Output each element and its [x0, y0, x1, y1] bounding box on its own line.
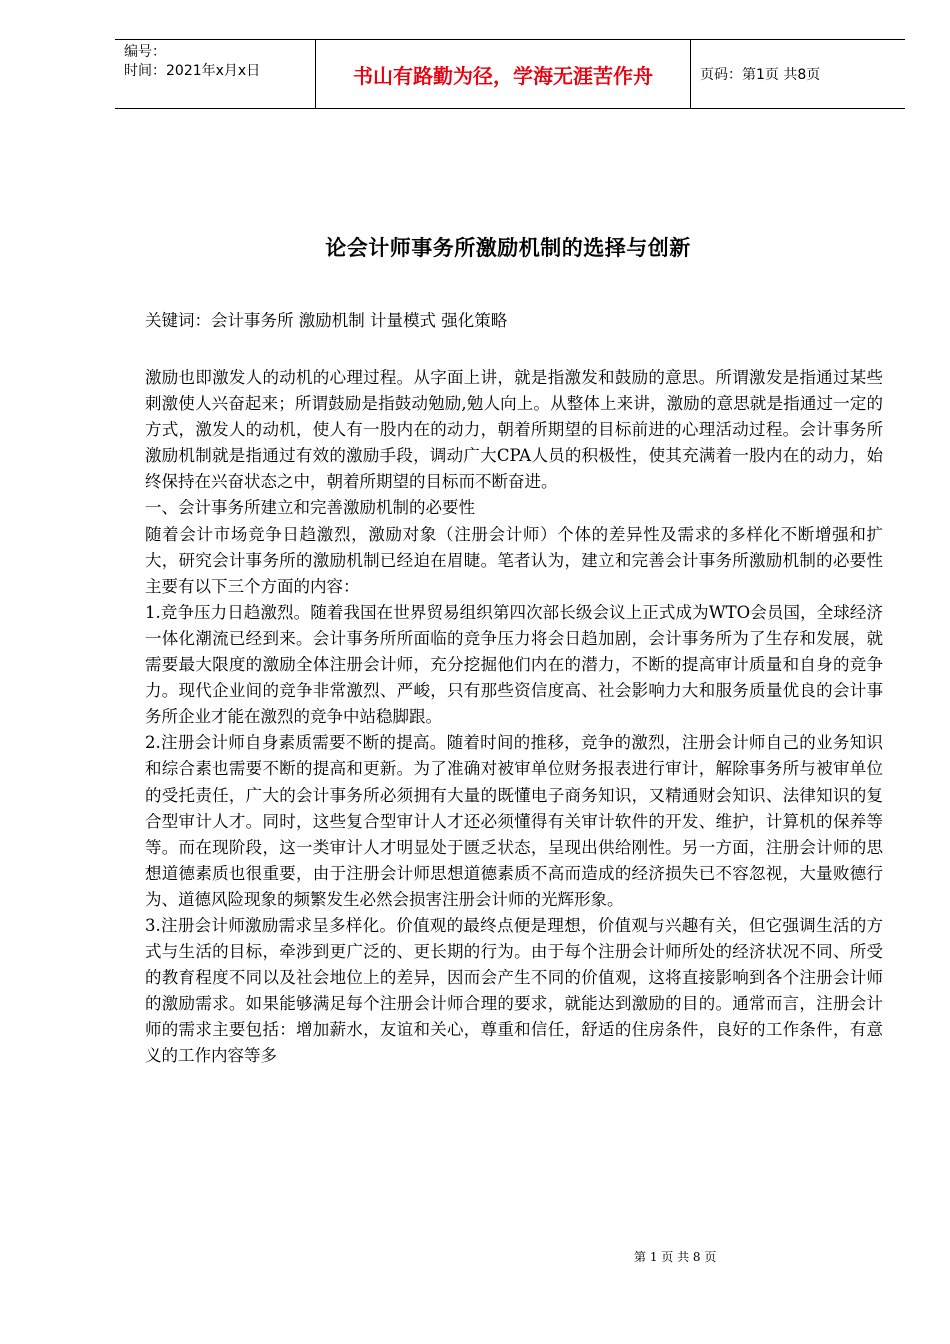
paragraph-intro: 激励也即激发人的动机的心理过程。从字面上讲，就是指激发和鼓励的意思。所谓激发是指通过某些刺激使人兴奋起来；所谓鼓励是指鼓动勉励,勉人向上。从整体上来讲，激励的意思就是指通过一定的方式，激发人的动机，使人有一股内在的动力，朝着所期望的目标前进的心理活动过程。会计事务所激励机制就是指通过有效的激励手段，调动广大CPA人员的积极性，使其充满着一股内在的动力，始终保持在兴奋状态之中，朝着所期望的目标而不断奋进。: [145, 368, 883, 492]
page-footer: 第 1 页 共 8 页: [634, 1250, 717, 1264]
number-label: 编号：: [124, 44, 166, 60]
page-header: [115, 39, 905, 109]
keywords-line: 关键词：会计事务所 激励机制 计量模式 强化策略: [145, 311, 508, 330]
paragraph: 3.注册会计师激励需求呈多样化。价值观的最终点便是理想，价值观与兴趣有关，但它强调生活的方式与生活的目标，牵涉到更广泛的、更长期的行为。由于每个注册会计师所处的经济状况不同、所受的教育程度不同以及社会地位上的差异，因而会产生不同的价值观，这将直接影响到各个注册会计师的激励需求。如果能够满足每个注册会计师合理的要求，就能达到激励的目的。通常而言，注册会计师的需求主要包括：增加薪水，友谊和关心，尊重和信任，舒适的住房条件，良好的工作条件，有意义的工作内容等多: [145, 915, 883, 1066]
paragraph: 2.注册会计师自身素质需要不断的提高。随着时间的推移，竞争的激烈，注册会计师自己的业务知识和综合素也需要不断的提高和更新。为了准确对被审单位财务报表进行审计，解除事务所与被审单位的受托责任，广大的会计事务所必须拥有大量的既懂电子商务知识，又精通财会知识、法律知识的复合型审计人才。同时，这些复合型审计人才还必须懂得有关审计软件的开发、维护，计算机的保养等等。而在现阶段，这一类审计人才明显处于匮乏状态，呈现出供给刚性。另一方面，注册会计师的思想道德素质也很重要，由于注册会计师思想道德素质不高而造成的经济损失已不容忽视，大量败德行为、道德风险现象的频繁发生必然会损害注册会计师的光辉形象。: [145, 733, 883, 909]
page-label: 页码：第1页 共8页: [700, 67, 821, 83]
document-title: 论会计师事务所激励机制的选择与创新: [325, 236, 691, 260]
paragraph: 1.竞争压力日趋激烈。随着我国在世界贸易组织第四次部长级会议上正式成为WTO会员国，全球经济一体化潮流已经到来。会计事务所所面临的竞争压力将会日趋加剧，会计事务所为了生存和发展，就需要最大限度的激励全体注册会计师，充分挖掘他们内在的潜力，不断的提高审计质量和自身的竞争力。现代企业间的竞争非常激烈、严峻，只有那些资信度高、社会影响力大和服务质量优良的会计事务所企业才能在激烈的竞争中站稳脚跟。: [145, 602, 883, 727]
paragraph: 随着会计市场竞争日趋激烈，激励对象（注册会计师）个体的差异性及需求的多样化不断增强和扩大，研究会计事务所的激励机制已经迫在眉睫。笔者认为，建立和完善会计事务所激励机制的必要性主要有以下三个方面的内容：: [145, 524, 883, 596]
header-info-cell: [115, 40, 315, 108]
document-body: [145, 365, 883, 1070]
motto: 书山有路勤为径，学海无涯苦作舟: [315, 40, 691, 108]
time-label: 时间：2021年x月x日: [124, 63, 261, 79]
section-heading: 一、会计事务所建立和完善激励机制的必要性: [145, 498, 475, 518]
